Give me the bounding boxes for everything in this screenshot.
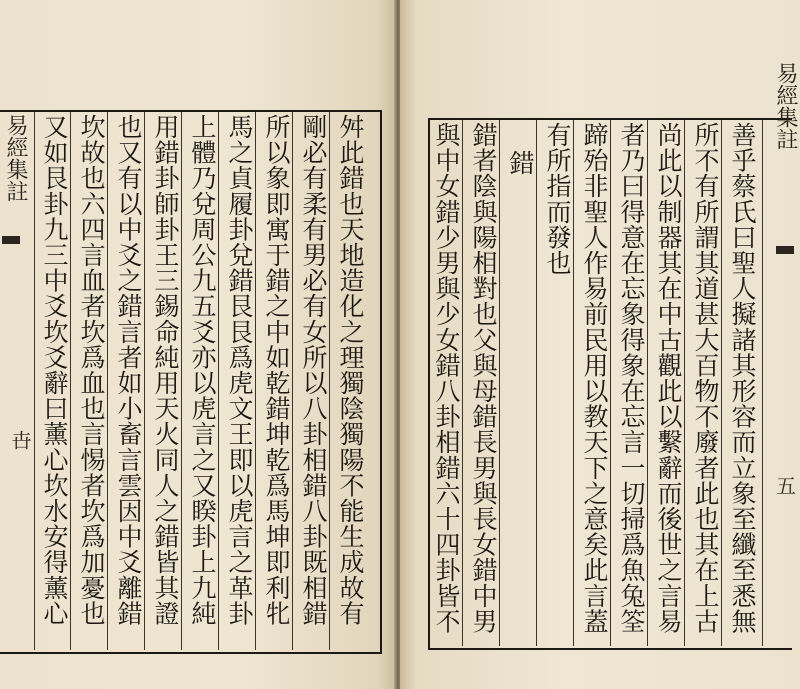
column-rule (536, 120, 537, 646)
text-column: 者乃曰得意在忘象得象在忘言一切掃爲魚兔筌 (617, 122, 646, 634)
left-running-title: 易經集註 (3, 114, 28, 202)
text-column: 與中女錯少男與少女錯八卦相錯六十四卦皆不 (432, 122, 461, 634)
text-column: 馬之貞履卦兌錯艮艮爲虎文王即以虎言之革卦 (225, 114, 254, 626)
right-running-title: 易經集註 (773, 62, 798, 150)
left-page (0, 0, 396, 689)
text-column: 又如艮卦九三中爻坎爻辭曰薰心坎水安得薰心 (40, 114, 69, 626)
text-column: 用錯卦師卦王三錫命純用天火同人之錯皆其證 (151, 114, 180, 626)
text-column: 也又有以中爻之錯言者如小畜言雲因中爻離錯 (114, 114, 143, 626)
section-heading: 錯 (506, 150, 535, 176)
text-column: 錯者陰與陽相對也父與母錯長男與長女錯中男 (469, 122, 498, 634)
text-column: 所不有所謂其道甚大百物不廢者此也其在上古 (691, 122, 720, 634)
text-column: 有所指而發也 (543, 122, 572, 276)
text-column: 上體乃兌周公九五爻亦以虎言之又睽卦上九純 (188, 114, 217, 626)
fish-tail-mark (776, 246, 794, 254)
left-folio-mark: 卋 (8, 430, 32, 450)
text-column: 蹄殆非聖人作易前民用以教天下之意矣此言蓋 (580, 122, 609, 634)
fish-tail-mark (2, 236, 20, 244)
right-folio-number: 五 (776, 474, 796, 498)
column-rule (762, 120, 763, 646)
text-column: 所以象即寓于錯之中如乾錯坤乾爲馬坤即利牝 (262, 114, 291, 626)
right-page (400, 0, 800, 689)
text-column: 善乎蔡氏曰聖人擬諸其形容而立象至纖至悉無 (728, 122, 757, 634)
text-column: 尚此以制器其在中古觀此以繫辭而後世之言易 (654, 122, 683, 634)
text-column: 舛此錯也天地造化之理獨陰獨陽不能生成故有 (336, 114, 365, 626)
text-column: 剛必有柔有男必有女所以八卦相錯八卦既相錯 (299, 114, 328, 626)
text-column: 坎故也六四言血者坎爲血也言惕者坎爲加憂也 (77, 114, 106, 626)
column-rule (34, 112, 35, 650)
